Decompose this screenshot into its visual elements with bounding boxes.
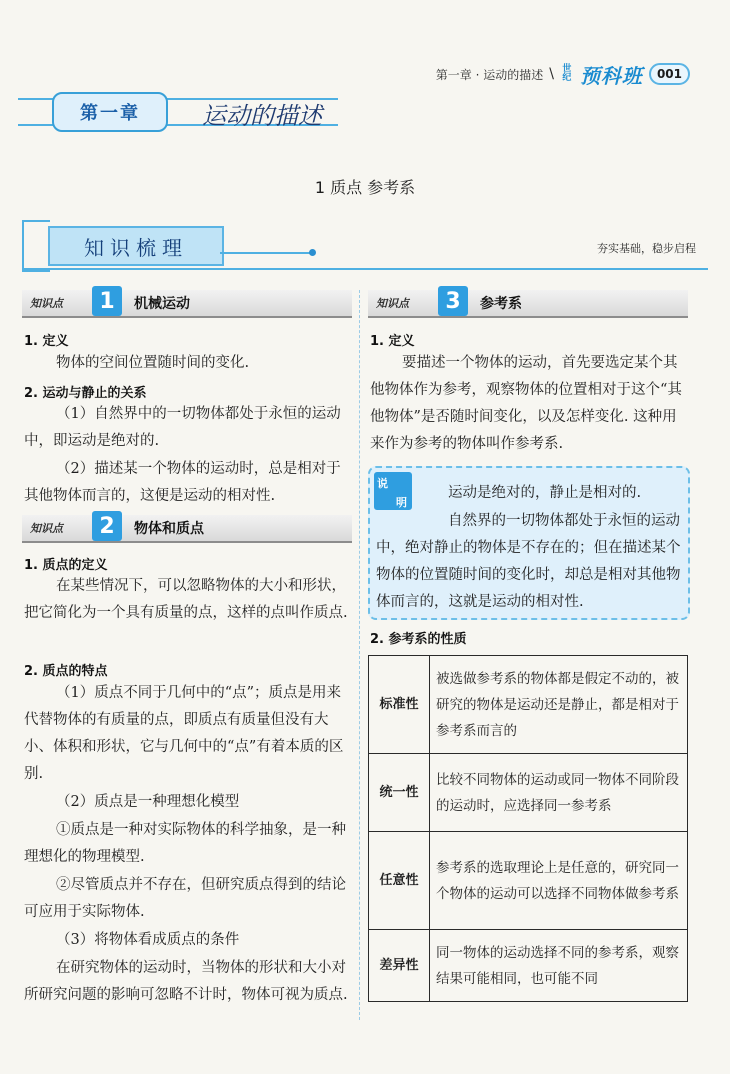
banner-title: 知识梳理 [84,235,188,260]
note-badge [374,472,412,510]
kp1-paragraph-relative: （2）描述某一个物体的运动时，总是相对于其他物体而言的，这便是运动的相对性. [24,461,341,504]
kp1-heading-definition: 1. 定义 [24,334,69,349]
banner-box [48,226,224,266]
kp-title: 物体和质点 [134,521,204,537]
note-badge-char-1: 说 [377,477,388,490]
table-key-cell: 标准性 [369,656,430,754]
kp2-heading-features: 2. 质点的特点 [24,664,108,679]
banner-frame [22,220,50,272]
table-value-cell: 同一物体的运动选择不同的参考系，观察结果可能相同，也可能不同 [430,930,688,1002]
chapter-title: 运动的描述 [202,102,322,130]
table-row [369,754,688,832]
kp2-definition-text: 在某些情况下，可以忽略物体的大小和形状，把它简化为一个具有质量的点，这样的点叫作质点. [24,578,348,621]
kp-tag: 知识点 [30,522,63,535]
kp1-definition-text: 物体的空间位置随时间的变化. [56,355,250,371]
knowledge-point-3-header [368,290,688,318]
logo-small-text: 世纪 [562,64,572,83]
kp-number-badge: 1 [92,286,122,316]
kp1-paragraph-absolute: （1）自然界中的一切物体都处于永恒的运动中，即运动是绝对的. [24,406,341,449]
table-key-cell: 统一性 [369,754,430,832]
reference-frame-properties-table [368,655,688,1002]
kp2-heading-definition: 1. 质点的定义 [24,558,108,573]
table-row [369,656,688,754]
banner-line [220,252,310,254]
table-row [369,832,688,930]
note-lead-text: 运动是绝对的，静止是相对的. [448,485,642,501]
note-body-text: 自然界的一切物体都处于永恒的运动中，绝对静止的物体是不存在的；但在描述某个物体的位置随时间的变化时，却总是相对其他物体而言的，这就是运动的相对性. [376,513,681,610]
banner-underline [22,268,708,270]
kp2-feature-2: （2）质点是一种理想化模型 [56,794,240,810]
knowledge-point-2-header [22,515,352,543]
note-badge-char-2: 明 [396,496,407,509]
kp-title: 参考系 [480,296,522,312]
running-header [436,62,690,86]
table-key-cell: 任意性 [369,832,430,930]
banner-dot [309,249,316,256]
kp2-feature-2a: ①质点是一种对实际物体的科学抽象，是一种理想化的物理模型. [24,822,346,865]
kp2-feature-3-text: 在研究物体的运动时，当物体的形状和大小对所研究问题的影响可忽略不计时，物体可视为质点. [24,960,348,1003]
banner-motto: 夯实基础，稳步启程 [597,242,696,255]
kp-tag: 知识点 [376,297,409,310]
header-separator: \ [549,66,554,82]
kp3-heading-definition: 1. 定义 [370,334,415,349]
header-chapter-crumb: 第一章 · 运动的描述 [435,67,544,82]
kp1-heading-relation: 2. 运动与静止的关系 [24,386,147,401]
kp-title: 机械运动 [134,296,190,312]
kp2-feature-3: （3）将物体看成质点的条件 [56,932,240,948]
kp-tag: 知识点 [30,297,63,310]
page-number: 001 [649,63,690,85]
column-divider [359,290,361,1020]
chapter-label-box [52,92,168,132]
table-value-cell: 比较不同物体的运动或同一物体不同阶段的运动时，应选择同一参考系 [430,754,688,832]
kp-number-badge: 3 [438,286,468,316]
table-key-cell: 差异性 [369,930,430,1002]
table-value-cell: 被选做参考系的物体都是假定不动的，被研究的物体是运动还是静止，都是相对于参考系而言的 [430,656,688,754]
series-logo: 预科班 [579,63,643,88]
kp-number-badge: 2 [92,511,122,541]
table-value-cell: 参考系的选取理论上是任意的，研究同一个物体的运动可以选择不同物体做参考系 [430,832,688,930]
knowledge-point-1-header [22,290,352,318]
kp2-feature-2b: ②尽管质点并不存在，但研究质点得到的结论可应用于实际物体. [24,877,346,920]
kp3-definition-text: 要描述一个物体的运动，首先要选定某个其他物体作为参考，观察物体的位置相对于这个“其他物体”是否随时间变化，以及怎样变化. 这种用来作为参考的物体叫作参考系. [370,355,682,452]
kp3-heading-properties: 2. 参考系的性质 [370,632,467,647]
chapter-label: 第一章 [80,103,140,124]
kp2-feature-1: （1）质点不同于几何中的“点”；质点是用来代替物体的有质量的点，即质点有质量但没有大小、体积和形状，它与几何中的“点”有着本质的区别. [24,685,344,782]
section-title: 1 质点 参考系 [314,178,416,197]
table-row [369,930,688,1002]
